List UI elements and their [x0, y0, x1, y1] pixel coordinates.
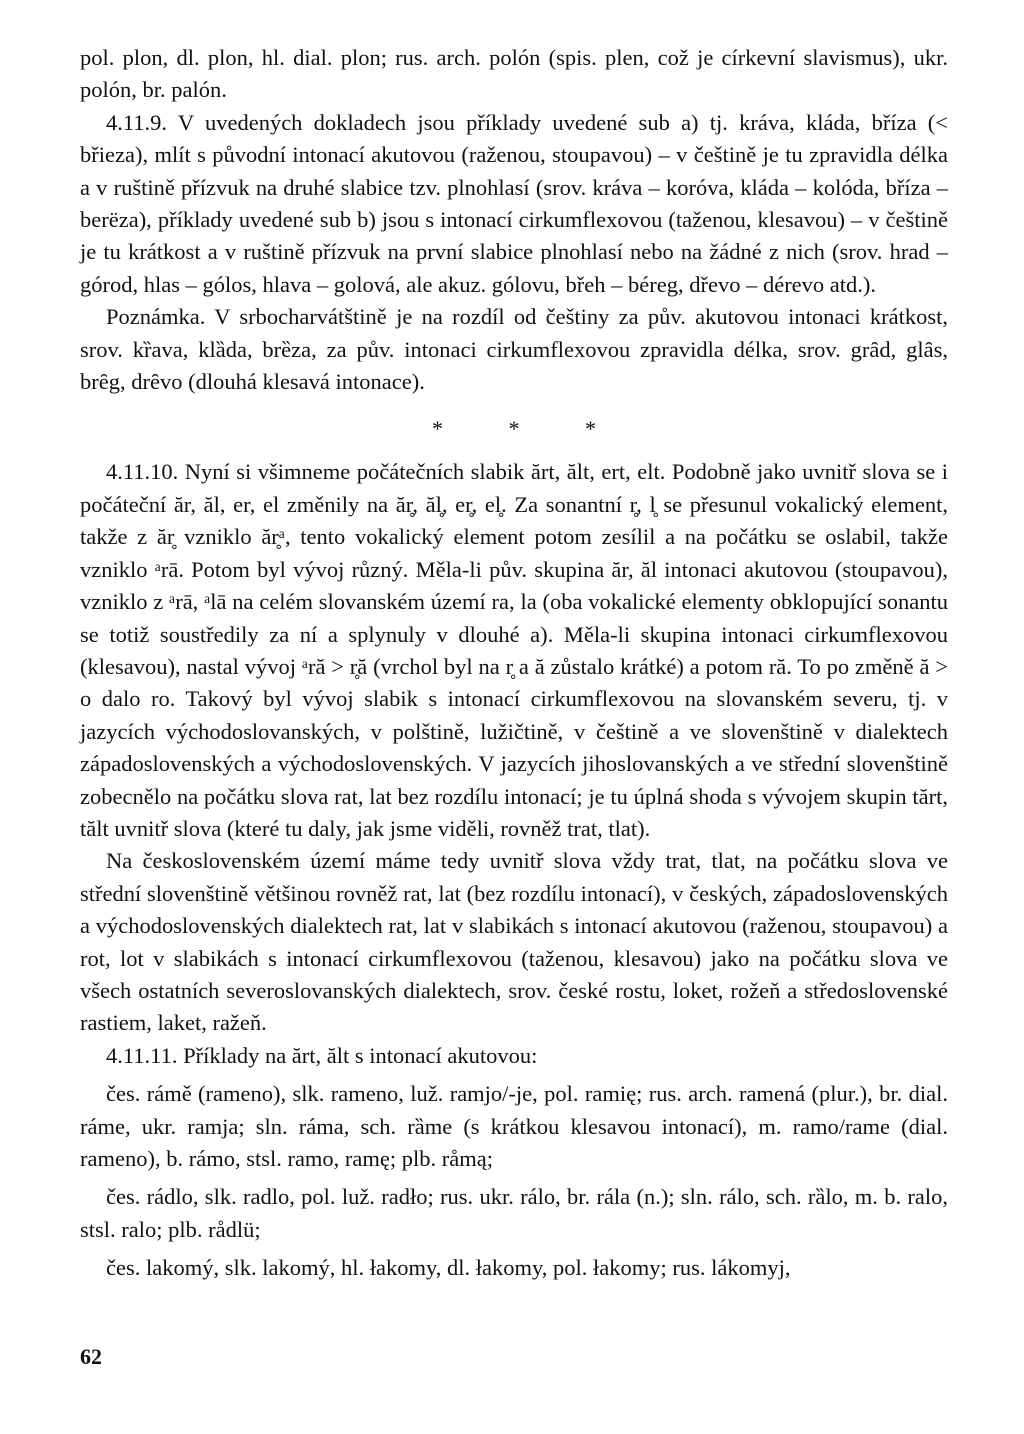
paragraph-4-11-9: 4.11.9. V uvedených dokladech jsou příklady uvedené sub a) tj. kráva, kláda, bříza (< břieza), mlít s původní intonací akutovou (raženou, stoupavou) – v češtině je tu zpravidla délka a v ruštině přízvuk na druhé slabice tzv. plnohlasí (srov. kráva – koróva, kláda – kolóda, bříza – berëza), příklady uvedené sub b) jsou s intonací cirkumflexovou (taženou, klesavou) – v češtině je tu krátkost a v ruštině přízvuk na první slabice plnohlasí nebo na žádné z nich (srov. hrad – górod, hlas – gólos, hlava – golová, ale akuz. gólovu, břeh – béreg, dřevo – dérevo atd.).: [80, 109, 948, 297]
example-rame: čes. rámě (rameno), slk. rameno, luž. ramjo/-je, pol. ramię; rus. arch. ramená (plur.), br. dial. ráme, ukr. ramja; sln. ráma, sch. rȁme (s krátkou klesavou intonací), m. ramo/rame (dial. rameno), b. rámo, stsl. ramo, ramę; plb. råmą;: [80, 1081, 948, 1171]
paragraph-continuation: pol. plon, dl. plon, hl. dial. plon; rus. arch. polón (spis. plen, což je církevní slavismus), ukr. polón, br. palón.: [80, 45, 948, 103]
example-lakomy: čes. lakomý, slk. lakomý, hl. łakomy, dl. łakomy, pol. łakomy; rus. lákomyj,: [106, 1255, 791, 1281]
paragraph-czechoslovak-territory: Na československém území máme tedy uvnitř slova vždy trat, tlat, na počátku slova ve střední slovenštině většinou rovněž rat, lat (bez rozdílu intonací), v českých, západoslovenských a východoslovenských dialektech rat, lat v slabikách s intonací akutovou (raženou, stoupavou) a rot, lot v slabikách s intonací cirkumflexovou (taženou, klesavou) jako na počátku slova ve všech ostatních severoslovanských dialektech, srov. české rostu, loket, rožeň a středoslovenské rastiem, laket, ražeň.: [80, 848, 948, 1036]
paragraph-4-11-10: 4.11.10. Nyní si všimneme počátečních slabik ărt, ălt, ert, elt. Podobně jako uvnitř slova se i počáteční ăr, ăl, er, el změnily na ăr̥, ăl̥, er̥, el̥. Za sonantní r̥, l̥ se přesunul vokalický element, takže z ăr̥ vzniklo ăr̥ᵃ, tento vokalický element potom zesílil a na počátku se oslabil, takže vzniklo ᵃrā. Potom byl vývoj různý. Měla-li pův. skupina ăr, ăl intonaci akutovou (stoupavou), vzniklo z ᵃrā, ᵃlā na celém slovanském území ra, la (oba vokalické elementy obklopující sonantu se totiž soustředily za ní a splynuly v dlouhé a). Měla-li skupina intonaci cirkumflexovou (klesavou), nastal vývoj ᵃră > r̥ă (vrchol byl na r̥ a ă zůstalo krátké) a potom ră. To po změně ă > o dalo ro. Takový byl vývoj slabik s intonací cirkumflexovou na slovanském severu, tj. v jazycích východoslovanských, v polštině, lužičtině, v češtině a ve slovenštině v dialektech západoslovenských a východoslovenských. V jazycích jihoslovanských a ve střední slovenštině zobecnělo na počátku slova rat, lat bez rozdílu intonací; je tu úplná shoda s vývojem skupin tărt, tălt uvnitř slova (které tu daly, jak jsme viděli, rovněž trat, tlat).: [80, 459, 948, 841]
paragraph-4-11-11: 4.11.11. Příklady na ărt, ălt s intonací akutovou:: [106, 1042, 538, 1068]
page-number: 62: [80, 1344, 102, 1369]
section-divider: * * *: [432, 416, 626, 442]
paragraph-note: Poznámka. V srbocharvátštině je na rozdíl od češtiny za pův. akutovou intonaci krátkost, srov. kȑava, klȁda, brȅza, za pův. intonaci cirkumflexovou zpravidla délka, srov. grȃd, glȃs, brȇg, drȇvo (dlouhá klesavá intonace).: [80, 304, 948, 395]
example-radlo: čes. rádlo, slk. radlo, pol. luž. radło; rus. ukr. rálo, br. rála (n.); sln. rálo, sch. rȁlo, m. b. ralo, stsl. ralo; plb. rådlü;: [80, 1184, 948, 1242]
